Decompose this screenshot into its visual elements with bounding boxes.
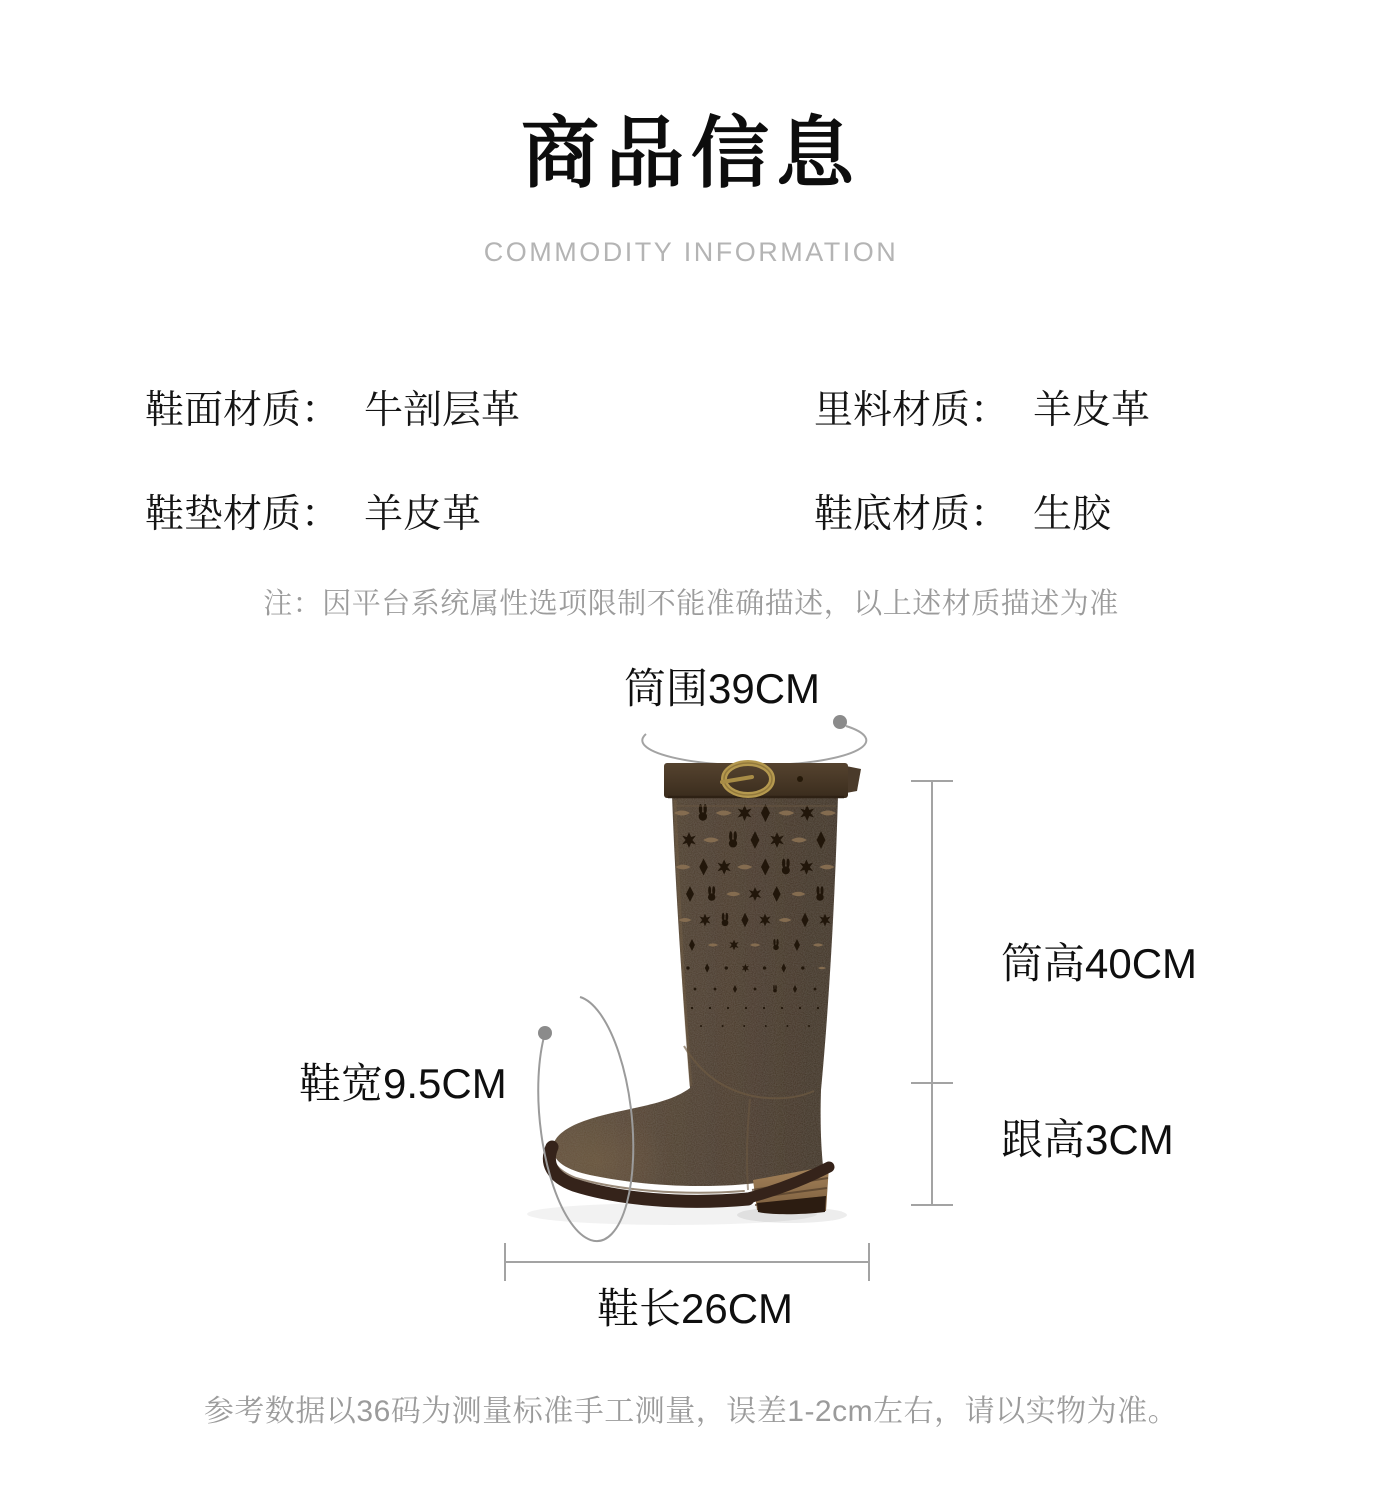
material-value: 生胶 (1033, 493, 1112, 536)
material-label: 鞋底材质： (814, 493, 1010, 536)
shoe-width-label: 鞋宽9.5CM (299, 1060, 507, 1107)
material-value: 羊皮革 (364, 493, 482, 536)
shaft-circumference-dot (833, 715, 847, 729)
material-label: 里料材质： (814, 389, 1010, 432)
material-value: 羊皮革 (1033, 389, 1151, 432)
boot-illustration (549, 763, 861, 1214)
shaft-height-label: 筒高40CM (1001, 940, 1198, 987)
length-measure-line (505, 1243, 869, 1281)
height-measure-line (911, 781, 953, 1205)
shaft-circumference-ellipse (642, 715, 866, 765)
platform-note: 注：因平台系统属性选项限制不能准确描述，以上述材质描述为准 (263, 588, 1119, 620)
page-title: 商品信息 (520, 109, 861, 197)
heel-height-label: 跟高3CM (1001, 1116, 1174, 1163)
shoe-length-label: 鞋长26CM (597, 1285, 794, 1332)
material-value: 牛剖层革 (364, 389, 521, 432)
material-label: 鞋垫材质： (145, 493, 341, 536)
page-subtitle: COMMODITY INFORMATION (483, 237, 899, 267)
shoe-width-dot (538, 1026, 552, 1040)
boot-belt (664, 763, 861, 798)
shaft-circumference-label: 筒围39CM (624, 665, 821, 712)
footer-note: 参考数据以36码为测量标准手工测量，误差1-2cm左右，请以实物为准。 (203, 1395, 1179, 1428)
material-label: 鞋面材质： (145, 389, 341, 432)
